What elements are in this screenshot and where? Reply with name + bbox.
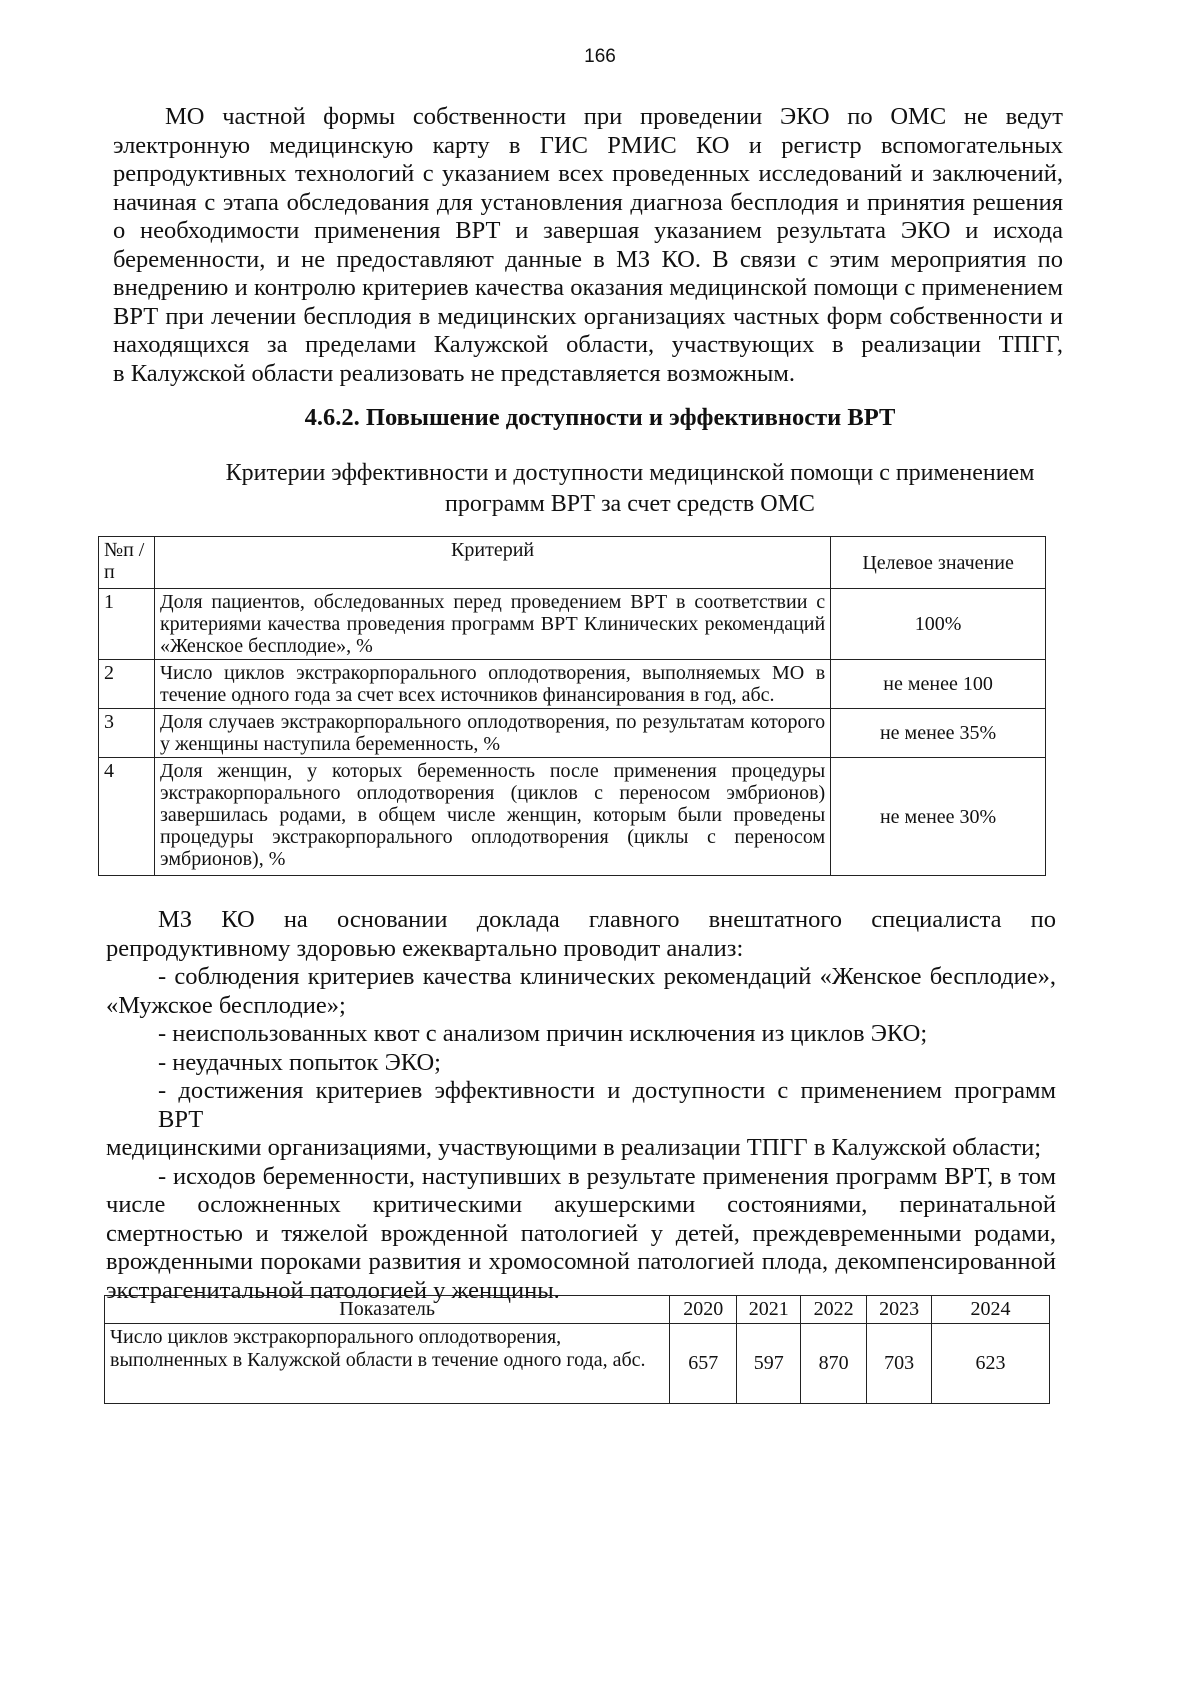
header-year: 2023 [867, 1296, 932, 1324]
intro-line: внедрению и контролю критериев качества оказания медицинской помощи с применением [113, 274, 1063, 301]
page-number: 166 [584, 46, 616, 67]
header-year: 2022 [801, 1296, 867, 1324]
row-num: 3 [99, 709, 155, 758]
intro-line: находящихся за пределами Калужской области, участвующих в реализации ТПГГ, [113, 331, 1063, 358]
row-num: 2 [99, 660, 155, 709]
analysis-item-first: - неудачных попыток ЭКО; [158, 1048, 441, 1076]
header-year: 2024 [932, 1296, 1050, 1324]
header-criterion: Критерий [154, 537, 830, 589]
header-num: №п /п [99, 537, 155, 589]
table-row [99, 758, 1046, 876]
table-row [105, 1324, 1050, 1404]
analysis-item [106, 1163, 1056, 1306]
analysis-intro-line-2: репродуктивному здоровью ежеквартально проводит анализ: [106, 934, 744, 962]
analysis-intro-line-1: МЗ КО на основании доклада главного внештатного специалиста по [158, 906, 1056, 933]
row-target: не менее 100 [831, 660, 1046, 709]
indicator-value: 623 [932, 1324, 1050, 1404]
table-row [99, 660, 1046, 709]
row-target: не менее 35% [831, 709, 1046, 758]
analysis-item-rest: «Мужское бесплодие»; [106, 991, 346, 1019]
indicator-value: 870 [801, 1324, 867, 1404]
row-num: 4 [99, 758, 155, 876]
intro-line: беременности, и не предоставляют данные в МЗ КО. В связи с этим мероприятия по [113, 245, 1063, 273]
indicator-value: 597 [737, 1324, 801, 1404]
intro-paragraph [113, 103, 1063, 388]
table-row [99, 709, 1046, 758]
section-heading: 4.6.2. Повышение доступности и эффективности ВРТ [304, 404, 896, 431]
analysis-item-rest: медицинскими организациями, участвующими в реализации ТПГГ в Калужской области; [106, 1134, 1042, 1161]
indicator-header-row [105, 1296, 1050, 1324]
row-target: не менее 30% [831, 758, 1046, 876]
row-criterion: Доля пациентов, обследованных перед проведением ВРТ в соответствии с критериями качества проведения программ ВРТ Клинических рекомендаций «Женское бесплодие», % [154, 589, 830, 660]
header-target: Целевое значение [831, 537, 1046, 589]
row-criterion: Доля женщин, у которых беременность после применения процедуры экстракорпорального оплодотворения (циклов с переносом эмбрионов) завершилась родами, в общем числе женщин, которым были проведены процедуры экстракорпорального оплодотворения (циклы с переносом эмбрионов), % [154, 758, 830, 876]
analysis-item [106, 1049, 1056, 1078]
analysis-item [106, 1077, 1056, 1163]
table-title-line-1: Критерии эффективности и доступности медицинской помощи с применением [225, 460, 1035, 486]
indicator-table [104, 1295, 1050, 1404]
header-indicator: Показатель [105, 1296, 670, 1324]
analysis-section [106, 906, 1056, 1305]
intro-line: электронную медицинскую карту в ГИС РМИС КО и регистр вспомогательных [113, 131, 1063, 159]
analysis-item [106, 1020, 1056, 1049]
analysis-item-first: - соблюдения критериев качества клинических рекомендаций «Женское бесплодие», [158, 963, 1056, 990]
header-year: 2021 [737, 1296, 801, 1324]
row-target: 100% [831, 589, 1046, 660]
intro-line: репродуктивных технологий с указанием всех проведенных исследований и заключений, [113, 160, 1063, 187]
analysis-item [106, 963, 1056, 1020]
intro-line: ВРТ при лечении бесплодия в медицинских организациях частных форм собственности и [113, 302, 1063, 330]
indicator-value: 703 [867, 1324, 932, 1404]
analysis-item-rest: числе осложненных критическими акушерскими состояниями, перинатальной смертностью и тяжелой врожденной патологией у детей, преждевременными родами, врожденными пороками развития и хромосомной патологией плода, декомпенсированной экстрагенитальной патологией у женщины. [106, 1191, 1056, 1304]
criteria-header-row [99, 537, 1046, 589]
analysis-item-first: - исходов беременности, наступивших в результате применения программ ВРТ, в том [158, 1162, 1056, 1190]
row-criterion: Доля случаев экстракорпорального оплодотворения, по результатам которого у женщины наступила беременность, % [154, 709, 830, 758]
indicator-label: Число циклов экстракорпорального оплодотворения, выполненных в Калужской области в течение одного года, абс. [105, 1324, 670, 1404]
indicator-value: 657 [670, 1324, 737, 1404]
intro-line: о необходимости применения ВРТ и завершая указанием результата ЭКО и исхода [113, 217, 1063, 244]
intro-line: начиная с этапа обследования для установления диагноза бесплодия и принятия решения [113, 188, 1063, 216]
table-row [99, 589, 1046, 660]
row-num: 1 [99, 589, 155, 660]
criteria-table [98, 536, 1046, 876]
analysis-item-first: - неиспользованных квот с анализом причин исключения из циклов ЭКО; [158, 1020, 928, 1047]
table-title [30, 458, 1200, 520]
table-title-line-2: программ ВРТ за счет средств ОМС [445, 491, 815, 517]
intro-line: в Калужской области реализовать не представляется возможным. [113, 359, 795, 387]
row-criterion: Число циклов экстракорпорального оплодотворения, выполняемых МО в течение одного года за счет всех источников финансирования в год, абс. [154, 660, 830, 709]
header-year: 2020 [670, 1296, 737, 1324]
intro-line: МО частной формы собственности при проведении ЭКО по ОМС не ведут [165, 103, 1063, 130]
analysis-item-first: - достижения критериев эффективности и доступности с применением программ ВРТ [158, 1077, 1056, 1133]
